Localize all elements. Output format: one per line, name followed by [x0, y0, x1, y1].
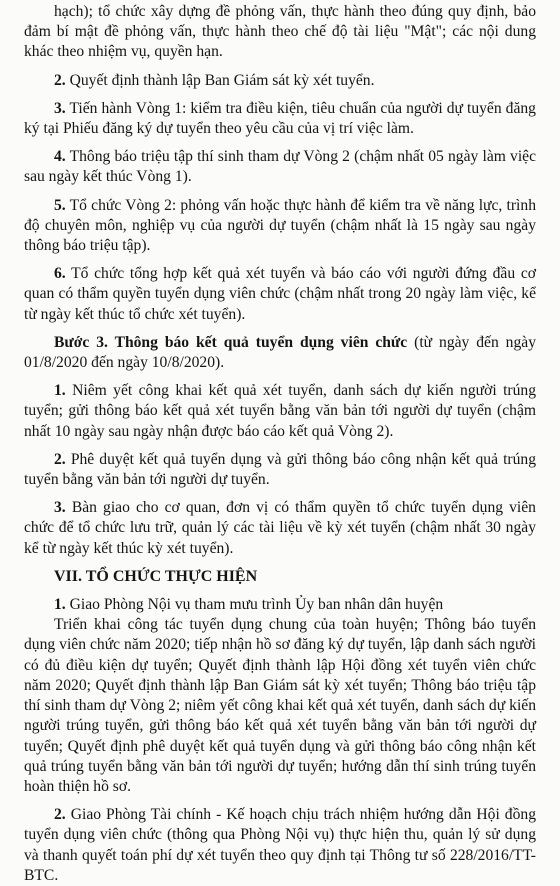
section-heading: VII. TỔ CHỨC THỰC HIỆN: [54, 567, 258, 585]
item-number: 4.: [54, 148, 66, 166]
item-number: 2.: [54, 806, 66, 824]
paragraph: [24, 264, 536, 325]
paragraph: [24, 381, 536, 442]
paragraph: [24, 2, 536, 63]
step-title: Bước 3. Thông báo kết quả tuyển dụng viên chức: [54, 333, 408, 351]
item-number: 1.: [54, 596, 66, 614]
paragraph: [24, 147, 536, 187]
paragraph: [24, 595, 536, 615]
paragraph-text: (từ ngày đến ngày 01/8/2020 đến ngày 10/8/2020).: [24, 333, 536, 372]
paragraph-text: Bàn giao cho cơ quan, đơn vị có thẩm quyền tổ chức tuyển dụng viên chức để tổ chức lưu trữ, quản lý các tài liệu về kỳ xét tuyển (chậm nhất 30 ngày kể từ ngày kết thúc kỳ xét tuyển).: [24, 499, 536, 557]
paragraph: [24, 99, 536, 139]
paragraph-text: Phê duyệt kết quả tuyển dụng và gửi thông báo công nhận kết quả trúng tuyển bằng văn bản tới người dự tuyển.: [24, 450, 537, 489]
paragraph: [24, 196, 536, 257]
paragraph-text: Giao Phòng Tài chính - Kế hoạch chịu trách nhiệm hướng dẫn Hội đồng tuyển dụng viên chức (thông qua Phòng Nội vụ) thực hiện thu, quản lý sử dụng và thanh quyết toán phí dự xét tuyển theo quy định tại Thông tư số 228/2016/TT-BTC.: [24, 806, 536, 884]
paragraph-text: Triển khai công tác tuyển dụng chung của toàn huyện; Thông báo tuyển dụng viên chức năm 2020; tiếp nhận hồ sơ đăng ký dự tuyển, lập danh sách người có đủ điều kiện dự tuyển; Quyết định thành lập Hội đồng xét tuyển viên chức năm 2020; Quyết định thành lập Ban Giám sát kỳ xét tuyển; Thông báo triệu tập thí sinh tham dự Vòng 2; niêm yết công khai kết quả xét tuyển, danh sách dự kiến người trúng tuyển, gửi thông báo kết quả xét tuyển bằng văn bản tới người dự tuyển; Quyết định phê duyệt kết quả tuyển dụng và gửi thông báo công nhận kết quả trúng tuyển bằng văn bản tới người dự tuyển; hướng dẫn thí sinh trúng tuyển hoàn thiện hồ sơ.: [24, 616, 536, 795]
paragraph-text: Giao Phòng Nội vụ tham mưu trình Ủy ban nhân dân huyện: [69, 596, 444, 614]
item-number: 2.: [54, 71, 66, 89]
paragraph-text: Tổ chức Vòng 2: phỏng vấn hoặc thực hành để kiểm tra về năng lực, trình độ chuyên môn, nghiệp vụ của người dự tuyển (chậm nhất là 15 ngày sau ngày thông báo triệu tập).: [24, 196, 536, 255]
item-number: 3.: [54, 99, 66, 117]
item-number: 1.: [54, 382, 66, 400]
paragraph-text: Niêm yết công khai kết quả xét tuyển, danh sách dự kiến người trúng tuyển; gửi thông báo kết quả xét tuyển bằng văn bản tới người dự tuyển (chậm nhất 10 ngày sau ngày nhận được báo cáo kết quả Vòng 2).: [24, 382, 536, 440]
paragraph-text: Quyết định thành lập Ban Giám sát kỳ xét tuyển.: [69, 71, 375, 89]
paragraph-text: Tổ chức tổng hợp kết quả xét tuyển và báo cáo với người đứng đầu cơ quan có thẩm quyền tuyển dụng viên chức (chậm nhất trong 20 ngày làm việc, kể từ ngày kết thúc tổ chức xét tuyển).: [24, 265, 536, 323]
item-number: 3.: [54, 499, 66, 517]
paragraph: [24, 71, 536, 91]
paragraph-text: hạch); tổ chức xây dựng đề phỏng vấn, thực hành theo đúng quy định, bảo đảm bí mật đề phỏng vấn, thực hành theo chế độ tài liệu "Mật"; các nội dung khác theo nhiệm vụ, quyền hạn.: [24, 3, 536, 61]
paragraph: [24, 615, 536, 797]
item-number: 5.: [54, 196, 66, 214]
paragraph: [24, 805, 536, 886]
paragraph: [24, 498, 536, 559]
paragraph: [24, 333, 536, 373]
paragraph-text: Thông báo triệu tập thí sinh tham dự Vòng 2 (chậm nhất 05 ngày làm việc sau ngày kết thúc Vòng 1).: [24, 148, 537, 186]
paragraph: [24, 450, 536, 490]
paragraph-text: Tiến hành Vòng 1: kiểm tra điều kiện, tiêu chuẩn của người dự tuyển đăng ký tại Phiếu đăng ký dự tuyển theo yêu cầu của vị trí việc làm.: [24, 99, 536, 138]
item-number: 6.: [54, 265, 66, 283]
item-number: 2.: [54, 450, 66, 468]
